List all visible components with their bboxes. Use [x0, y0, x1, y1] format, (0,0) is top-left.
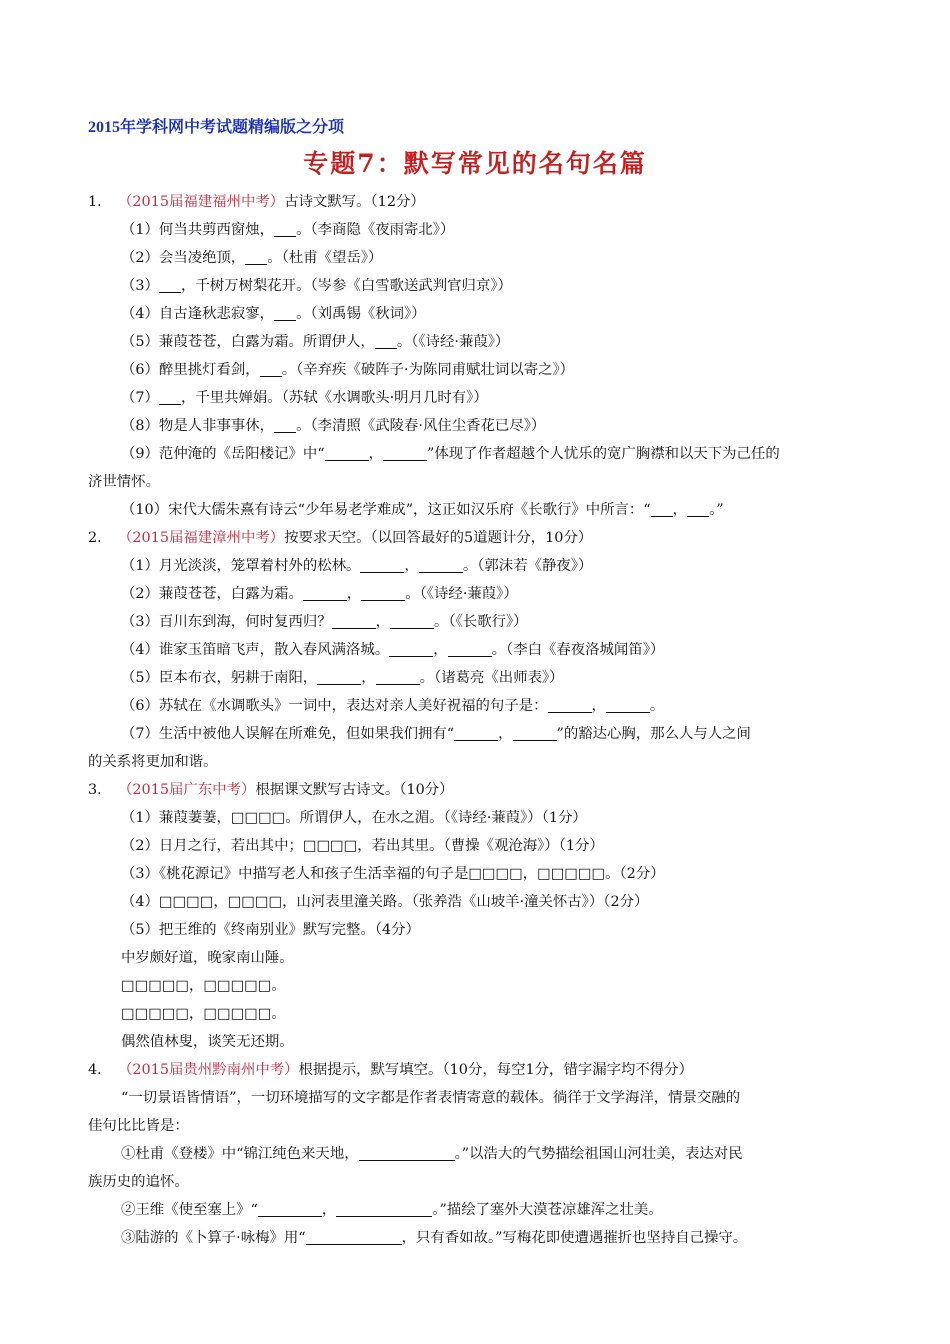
- item-text: （2）会当凌绝顶，: [121, 250, 246, 266]
- list-item: [88, 216, 866, 244]
- list-item: [88, 356, 866, 384]
- list-item: [88, 328, 866, 356]
- item-text: 。”: [709, 502, 724, 518]
- item-text: ，: [346, 586, 362, 602]
- item-text: （5）臣本布衣，躬耕于南阳，: [121, 670, 318, 686]
- answer-blank: [258, 1200, 322, 1217]
- item-text: （1）月光淡淡，笼罩着村外的松林。: [121, 558, 361, 574]
- question-prompt: 根据课文默写古诗文。（10分）: [255, 782, 454, 798]
- item-text: 。”描绘了塞外大漠苍凉雄浑之壮美。: [432, 1202, 663, 1218]
- answer-blank: [548, 696, 592, 713]
- paragraph-continuation: 佳句比比皆是：: [88, 1118, 189, 1134]
- answer-blank: [159, 388, 181, 405]
- question-source: （2015届福建福州中考）: [118, 194, 285, 210]
- item-text: （3）百川东到海，何时复西归？: [121, 614, 332, 630]
- list-item-continuation: 族历史的追怀。: [88, 1174, 189, 1190]
- item-text: （5）蒹葭苍苍，白露为霜。所谓伊人，: [121, 334, 375, 350]
- item-text: 。: [649, 698, 665, 714]
- answer-blank: [360, 556, 404, 573]
- poem-line: 偶然值林叟，谈笑无还期。: [121, 1034, 294, 1050]
- list-item: [88, 440, 866, 468]
- answer-blank: [606, 696, 650, 713]
- item-text: 。（《诗经·蒹葭》）: [396, 334, 510, 350]
- page-title: 专题7：默写常见的名句名篇: [303, 149, 647, 178]
- answer-blank: [332, 612, 376, 629]
- answer-blank: [260, 360, 282, 377]
- question-4-heading: [88, 1056, 866, 1084]
- answer-blank: [274, 304, 296, 321]
- question-source: （2015届广东中考）: [118, 782, 256, 798]
- list-item: （1）蒹葭萋萋，□□□□。所谓伊人，在水之湄。（《诗经·蒹葭》）（1分）: [121, 810, 587, 826]
- list-item: （5）把王维的《终南别业》默写完整。（4分）: [121, 922, 420, 938]
- item-text: （6）醉里挑灯看剑，: [121, 362, 260, 378]
- item-text: ，: [433, 642, 448, 658]
- item-text: ”的豁达心胸，那么人与人之间: [556, 726, 751, 742]
- document-header: 2015年学科网中考试题精编版之分项: [88, 119, 345, 136]
- item-text: ”体现了作者超越个人忧乐的宽广胸襟和以天下为己任的: [427, 446, 780, 462]
- answer-blank: [687, 500, 709, 517]
- item-text: ，千树万树梨花开。（岑参《白雪歌送武判官归京》）: [180, 278, 512, 294]
- question-source: （2015届贵州黔南州中考）: [118, 1062, 299, 1078]
- item-text: ，: [498, 726, 513, 742]
- list-item: [88, 244, 866, 272]
- item-text: ，千里共婵娟。（苏轼《水调歌头·明月几时有》）: [180, 390, 488, 406]
- list-item-continuation: 济世情怀。: [88, 474, 160, 490]
- item-text: ，: [591, 698, 606, 714]
- item-text: 。（《诗经·蒹葭》）: [405, 586, 518, 602]
- item-text: （2）蒹葭苍苍，白露为霜。: [121, 586, 303, 602]
- item-text: ①杜甫《登楼》中“锦江纯色来天地，: [121, 1146, 359, 1162]
- question-3-heading: [88, 776, 866, 804]
- list-item-continuation: 的关系将更加和谐。: [88, 754, 218, 770]
- list-item: [88, 552, 866, 580]
- item-text: （1）何当共剪西窗烛，: [121, 222, 275, 238]
- question-number: 1．: [88, 194, 112, 210]
- answer-blank: [383, 444, 427, 461]
- item-text: （4）谁家玉笛暗飞声，散入春风满洛城。: [121, 642, 390, 658]
- answer-blank: [389, 640, 433, 657]
- item-text: 。（杜甫《望岳》）: [267, 250, 383, 266]
- list-item: [88, 636, 866, 664]
- question-number: 3．: [88, 782, 112, 798]
- answer-blank: [359, 1144, 455, 1161]
- question-source: （2015届福建漳州中考）: [118, 530, 285, 546]
- item-text: 。（李白《春夜洛城闻笛》）: [491, 642, 665, 658]
- poem-line: □□□□□，□□□□□。: [121, 978, 286, 994]
- answer-blank: [303, 584, 347, 601]
- item-text: （9）范仲淹的《岳阳楼记》中“: [121, 446, 325, 462]
- answer-blank: [274, 416, 296, 433]
- item-text: ，: [672, 502, 688, 518]
- answer-blank: [336, 1200, 432, 1217]
- list-item: [88, 412, 866, 440]
- item-text: （10）宋代大儒朱熹有诗云“少年易老学难成”，这正如汉乐府《长歌行》中所言：“: [121, 502, 651, 518]
- answer-blank: [375, 332, 397, 349]
- list-item: [88, 1224, 866, 1252]
- list-item: [88, 384, 866, 412]
- answer-blank: [390, 612, 434, 629]
- item-text: ，: [375, 614, 391, 630]
- question-number: 4．: [88, 1062, 112, 1078]
- list-item: [88, 720, 866, 748]
- document-body: [88, 188, 866, 1252]
- answer-blank: [454, 724, 498, 741]
- list-item: （4）□□□□，□□□□，山河表里潼关路。（张养浩《山坡羊·潼关怀古》）（2分）: [121, 894, 649, 910]
- list-item: [88, 580, 866, 608]
- item-text: 。（李商隐《夜雨寄北》）: [296, 222, 455, 238]
- answer-blank: [159, 276, 181, 293]
- question-prompt: 根据提示，默写填空。（10分，每空1分，错字漏字均不得分）: [298, 1062, 693, 1078]
- item-text: 。”以浩大的气势描绘祖国山河壮美，表达对民: [454, 1146, 743, 1162]
- answer-blank: [325, 444, 369, 461]
- question-number: 2．: [88, 530, 112, 546]
- item-text: （4）自古逢秋悲寂寥，: [121, 306, 275, 322]
- item-text: ②王维《使至塞上》“: [121, 1202, 258, 1218]
- answer-blank: [513, 724, 557, 741]
- item-text: 。（诸葛亮《出师表》）: [419, 670, 564, 686]
- item-text: ，: [361, 670, 376, 686]
- paragraph-text: “一切景语皆情语”，一切环境描写的文字都是作者表情寄意的载体。徜徉于文学海洋，情景交融的: [121, 1090, 741, 1106]
- answer-blank: [651, 500, 673, 517]
- item-text: 。（《长歌行》）: [434, 614, 528, 630]
- item-text: 。（辛弃疾《破阵子·为陈同甫赋壮词以寄之》）: [281, 362, 575, 378]
- answer-blank: [448, 640, 492, 657]
- answer-blank: [306, 1228, 402, 1245]
- list-item: [88, 272, 866, 300]
- question-1-heading: [88, 188, 866, 216]
- item-text: （8）物是人非事事休，: [121, 418, 275, 434]
- item-text: ③陆游的《卜算子·咏梅》用“: [121, 1230, 306, 1246]
- list-item: [88, 1196, 866, 1224]
- item-text: （3）: [121, 278, 159, 294]
- answer-blank: [274, 220, 296, 237]
- item-text: 。（刘禹锡《秋词》）: [296, 306, 426, 322]
- item-text: ，: [404, 558, 419, 574]
- item-text: （7）生活中被他人误解在所难免，但如果我们拥有“: [121, 726, 455, 742]
- list-item: （2）日月之行，若出其中；□□□□，若出其里。（曹操《观沧海》）（1分）: [121, 838, 604, 854]
- answer-blank: [419, 556, 463, 573]
- item-text: ，: [321, 1202, 337, 1218]
- question-prompt: 古诗文默写。（12分）: [284, 194, 425, 210]
- list-item: [88, 300, 866, 328]
- item-text: 。（郭沫若《静夜》）: [462, 558, 593, 574]
- list-item: [88, 1140, 866, 1168]
- question-2-heading: [88, 524, 866, 552]
- item-text: （7）: [121, 390, 159, 406]
- poem-line: 中岁颇好道，晚家南山陲。: [121, 950, 294, 966]
- list-item: [88, 664, 866, 692]
- item-text: ，: [368, 446, 383, 462]
- answer-blank: [361, 584, 405, 601]
- answer-blank: [317, 668, 361, 685]
- poem-line: □□□□□，□□□□□。: [121, 1006, 286, 1022]
- question-prompt: 按要求天空。（以回答最好的5道题计分，10分）: [284, 530, 593, 546]
- list-item: [88, 496, 866, 524]
- answer-blank: [376, 668, 420, 685]
- list-item: [88, 692, 866, 720]
- list-item: [88, 608, 866, 636]
- item-text: （6）苏轼在《水调歌头》一词中，表达对亲人美好祝福的句子是：: [121, 698, 548, 714]
- item-text: ，只有香如故。”写梅花即使遭遇摧折也坚持自己操守。: [401, 1230, 748, 1246]
- list-item: （3）《桃花源记》中描写老人和孩子生活幸福的句子是□□□□，□□□□□。（2分）: [121, 866, 665, 882]
- answer-blank: [245, 248, 267, 265]
- item-text: 。（李清照《武陵春·风住尘香花已尽》）: [296, 418, 546, 434]
